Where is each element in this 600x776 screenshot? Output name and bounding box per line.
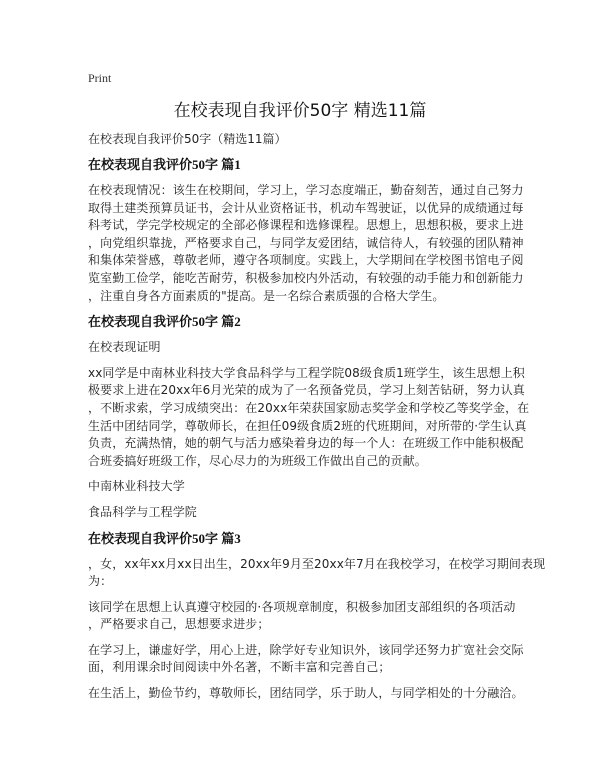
text-line: 合班委搞好班级工作，尽心尽力的为班级工作做出自己的贡献。 (88, 453, 427, 468)
section-heading-1: 在校表现自我评价50字 篇1 (88, 157, 241, 172)
text-line: xx同学是中南林业科技大学食品科学与工程学院08级食质1班学生，该生思想上积 (88, 365, 525, 380)
print-label: Print (88, 71, 112, 85)
text-line: 食品科学与工程学院 (88, 504, 197, 519)
section-heading-2: 在校表现自我评价50字 篇2 (88, 314, 241, 330)
section-3-paragraph-3 (88, 642, 524, 677)
section-2-paragraph-1 (88, 339, 512, 357)
text-line: 和集体荣誉感，尊敬老师，遵守各项制度。实践上，大学期间在学校图书馆电子阅 (88, 253, 524, 268)
section-3-paragraph-4 (88, 685, 524, 703)
text-line: 生活中团结同学，尊敬师长，在担任09级食质2班的代班期间，对所带的·学生认真 (88, 418, 527, 433)
text-line: ，女，xx年xx月xx日出生，20xx年9月至20xx年7月在我校学习，在校学习期间表现 (88, 556, 546, 571)
section-heading-3: 在校表现自我评价50字 篇3 (88, 530, 241, 546)
text-line: 科考试，学完学校规定的全部必修课程和选修课程。思想上，思想积极，要求上进 (88, 218, 524, 233)
text-line: ，严格要求自己，思想要求进步； (88, 617, 270, 632)
section-2-paragraph-3 (88, 478, 512, 496)
text-line: 览室勤工俭学，能吃苦耐劳，积极参加校内外活动，有较强的动手能力和创新能力 (88, 270, 524, 285)
text-line: 取得土建类预算员证书，会计从业资格证书，机动车驾驶证，以优异的成绩通过每 (88, 200, 524, 215)
section-1-paragraph-1 (88, 182, 524, 305)
text-line: ，向党组织靠拢，严格要求自己，与同学友爱团结，诚信待人，有较强的团队精神 (88, 235, 524, 250)
text-line: 面，利用课余时间阅读中外名著，不断丰富和完善自己； (88, 660, 391, 675)
section-2-paragraph-2 (88, 365, 530, 471)
section-2-paragraph-4 (88, 504, 512, 522)
section-3-paragraph-2 (88, 599, 516, 634)
text-line: 负责，充满热情，她的朝气与活力感染着身边的每一个人：在班级工作中能积极配 (88, 436, 524, 451)
text-line: 在生活上，勤俭节约，尊敬师长，团结同学，乐于助人，与同学相处的十分融洽。 (88, 686, 524, 701)
text-line: 极要求上进在20xx年6月光荣的成为了一名预备党员，学习上刻苦钻研，努力认真 (88, 383, 525, 398)
document-subtitle: 在校表现自我评价50字（精选11篇） (88, 132, 287, 146)
text-line: ，不断求索，学习成绩突出：在20xx年荣获国家励志奖学金和学校乙等奖学金，在 (88, 400, 530, 415)
text-line: 该同学在思想上认真遵守校园的·各项规章制度，积极参加团支部组织的各项活动 (88, 599, 516, 614)
text-line: 在学习上，谦虚好学，用心上进，除学好专业知识外，该同学还努力扩宽社会交际 (88, 642, 524, 657)
text-line: 为： (88, 574, 113, 589)
text-line: ，注重自身各方面素质的"提高。是一名综合素质强的合格大学生。 (88, 288, 445, 303)
document-page (88, 68, 546, 703)
document-title: 在校表现自我评价50字 精选11篇 (173, 101, 427, 121)
text-line: 在校表现证明 (88, 340, 161, 355)
text-line: 中南林业科技大学 (88, 479, 185, 494)
text-line: 在校表现情况：该生在校期间，学习上，学习态度端正，勤奋刻苦，通过自己努力 (88, 183, 524, 197)
section-3-paragraph-1 (88, 556, 546, 591)
